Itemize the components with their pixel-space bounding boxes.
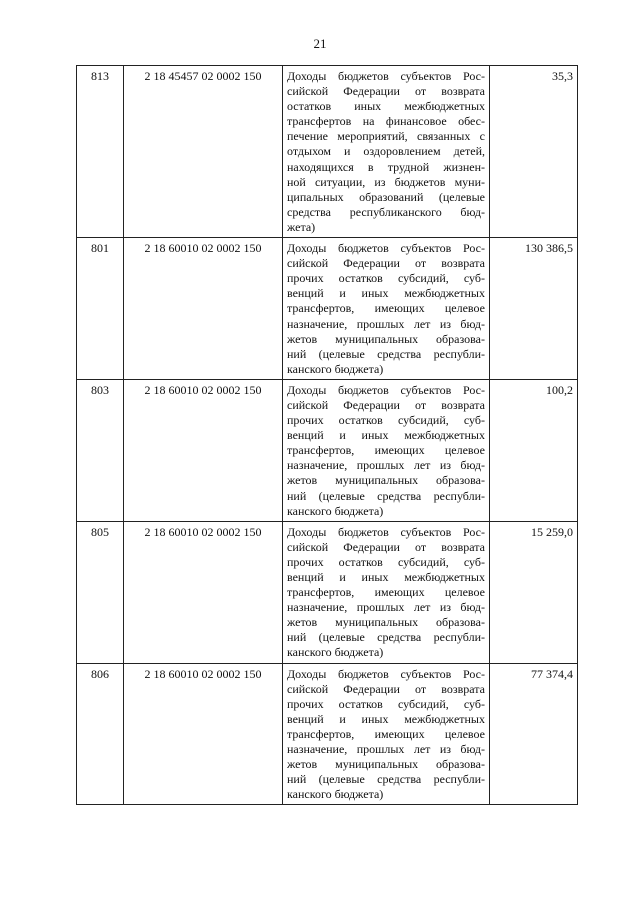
revenue-name-line: прочих остатков субсидий, суб- xyxy=(287,696,485,711)
revenue-name-line: жетов муниципальных образова- xyxy=(287,757,485,772)
page-number: 21 xyxy=(313,36,327,51)
revenue-name-line: назначение, прошлых лет из бюд- xyxy=(287,316,485,331)
revenue-name-line: канского бюджета) xyxy=(287,361,384,376)
revenue-name-line: ний (целевые средства республи- xyxy=(287,772,485,787)
budget-code-cell: 2 18 45457 02 0002 150 xyxy=(124,66,283,238)
revenue-name-line: трансфертов на финансовое обес- xyxy=(287,114,485,129)
budget-code-cell: 2 18 60010 02 0002 150 xyxy=(124,521,283,663)
revenue-name-line: жетов муниципальных образова- xyxy=(287,473,485,488)
revenue-name-line: ний (целевые средства республи- xyxy=(287,488,485,503)
revenue-name-line: ний (целевые средства республи- xyxy=(287,346,485,361)
table-row xyxy=(77,379,578,521)
revenue-name-line: трансфертов, имеющих целевое xyxy=(287,443,485,458)
revenue-name-line: венций и иных межбюджетных xyxy=(287,428,485,443)
revenue-name-cell xyxy=(283,521,490,663)
revenue-name-line: венций и иных межбюджетных xyxy=(287,286,485,301)
revenue-name-line: канского бюджета) xyxy=(287,787,384,802)
revenue-name-line: сийской Федерации от возврата xyxy=(287,681,485,696)
revenue-table xyxy=(76,65,578,805)
revenue-name-line: назначение, прошлых лет из бюд- xyxy=(287,742,485,757)
revenue-name-line: ципальных образований (целевые xyxy=(287,189,485,204)
revenue-name-line: Доходы бюджетов субъектов Рос- xyxy=(287,524,485,539)
revenue-name-line: ний (целевые средства республи- xyxy=(287,630,485,645)
revenue-name-line: назначение, прошлых лет из бюд- xyxy=(287,600,485,615)
revenue-table-body xyxy=(77,66,578,805)
table-row xyxy=(77,663,578,805)
amount-cell: 15 259,0 xyxy=(490,521,578,663)
revenue-name-line: Доходы бюджетов субъектов Рос- xyxy=(287,69,485,83)
revenue-name-line: Доходы бюджетов субъектов Рос- xyxy=(287,241,485,256)
revenue-name-line: остатков иных межбюджетных xyxy=(287,99,485,114)
revenue-name-line: отдыхом и оздоровлением детей, xyxy=(287,144,485,159)
revenue-name-line: жета) xyxy=(287,219,316,234)
revenue-name-line: Доходы бюджетов субъектов Рос- xyxy=(287,382,485,397)
revenue-name-cell xyxy=(283,238,490,380)
revenue-name-line: трансфертов, имеющих целевое xyxy=(287,726,485,741)
table-row xyxy=(77,66,578,238)
budget-code-cell: 2 18 60010 02 0002 150 xyxy=(124,379,283,521)
amount-cell: 77 374,4 xyxy=(490,663,578,805)
revenue-name-line: печение мероприятий, связанных с xyxy=(287,129,485,144)
revenue-name-line: средства республиканского бюд- xyxy=(287,204,485,219)
admin-code-cell: 813 xyxy=(77,66,124,238)
revenue-name-line: находящихся в трудной жизнен- xyxy=(287,159,485,174)
revenue-name-line: канского бюджета) xyxy=(287,645,384,660)
revenue-name-line: прочих остатков субсидий, суб- xyxy=(287,554,485,569)
revenue-name-line: трансфертов, имеющих целевое xyxy=(287,301,485,316)
revenue-name-line: жетов муниципальных образова- xyxy=(287,331,485,346)
revenue-name-line: жетов муниципальных образова- xyxy=(287,615,485,630)
revenue-name-line: сийской Федерации от возврата xyxy=(287,84,485,99)
admin-code-cell: 803 xyxy=(77,379,124,521)
admin-code-cell: 806 xyxy=(77,663,124,805)
revenue-name-line: сийской Федерации от возврата xyxy=(287,397,485,412)
budget-code-cell: 2 18 60010 02 0002 150 xyxy=(124,238,283,380)
revenue-name-line: венций и иных межбюджетных xyxy=(287,570,485,584)
revenue-name-cell xyxy=(283,379,490,521)
revenue-name-line: прочих остатков субсидий, суб- xyxy=(287,271,485,286)
revenue-name-line: назначение, прошлых лет из бюд- xyxy=(287,458,485,473)
amount-cell: 100,2 xyxy=(490,379,578,521)
admin-code-cell: 805 xyxy=(77,521,124,663)
admin-code-cell: 801 xyxy=(77,238,124,380)
amount-cell: 130 386,5 xyxy=(490,238,578,380)
revenue-name-cell xyxy=(283,66,490,238)
revenue-name-line: сийской Федерации от возврата xyxy=(287,256,485,271)
table-row xyxy=(77,521,578,663)
amount-cell: 35,3 xyxy=(490,66,578,238)
revenue-name-line: канского бюджета) xyxy=(287,503,384,518)
revenue-name-line: сийской Федерации от возврата xyxy=(287,539,485,554)
revenue-name-line: Доходы бюджетов субъектов Рос- xyxy=(287,666,485,681)
table-row xyxy=(77,238,578,380)
revenue-name-line: прочих остатков субсидий, суб- xyxy=(287,413,485,428)
budget-code-cell: 2 18 60010 02 0002 150 xyxy=(124,663,283,805)
revenue-name-cell xyxy=(283,663,490,805)
revenue-name-line: трансфертов, имеющих целевое xyxy=(287,585,485,600)
revenue-name-line: ной ситуации, из бюджетов муни- xyxy=(287,174,485,189)
revenue-name-line: венций и иных межбюджетных xyxy=(287,711,485,726)
